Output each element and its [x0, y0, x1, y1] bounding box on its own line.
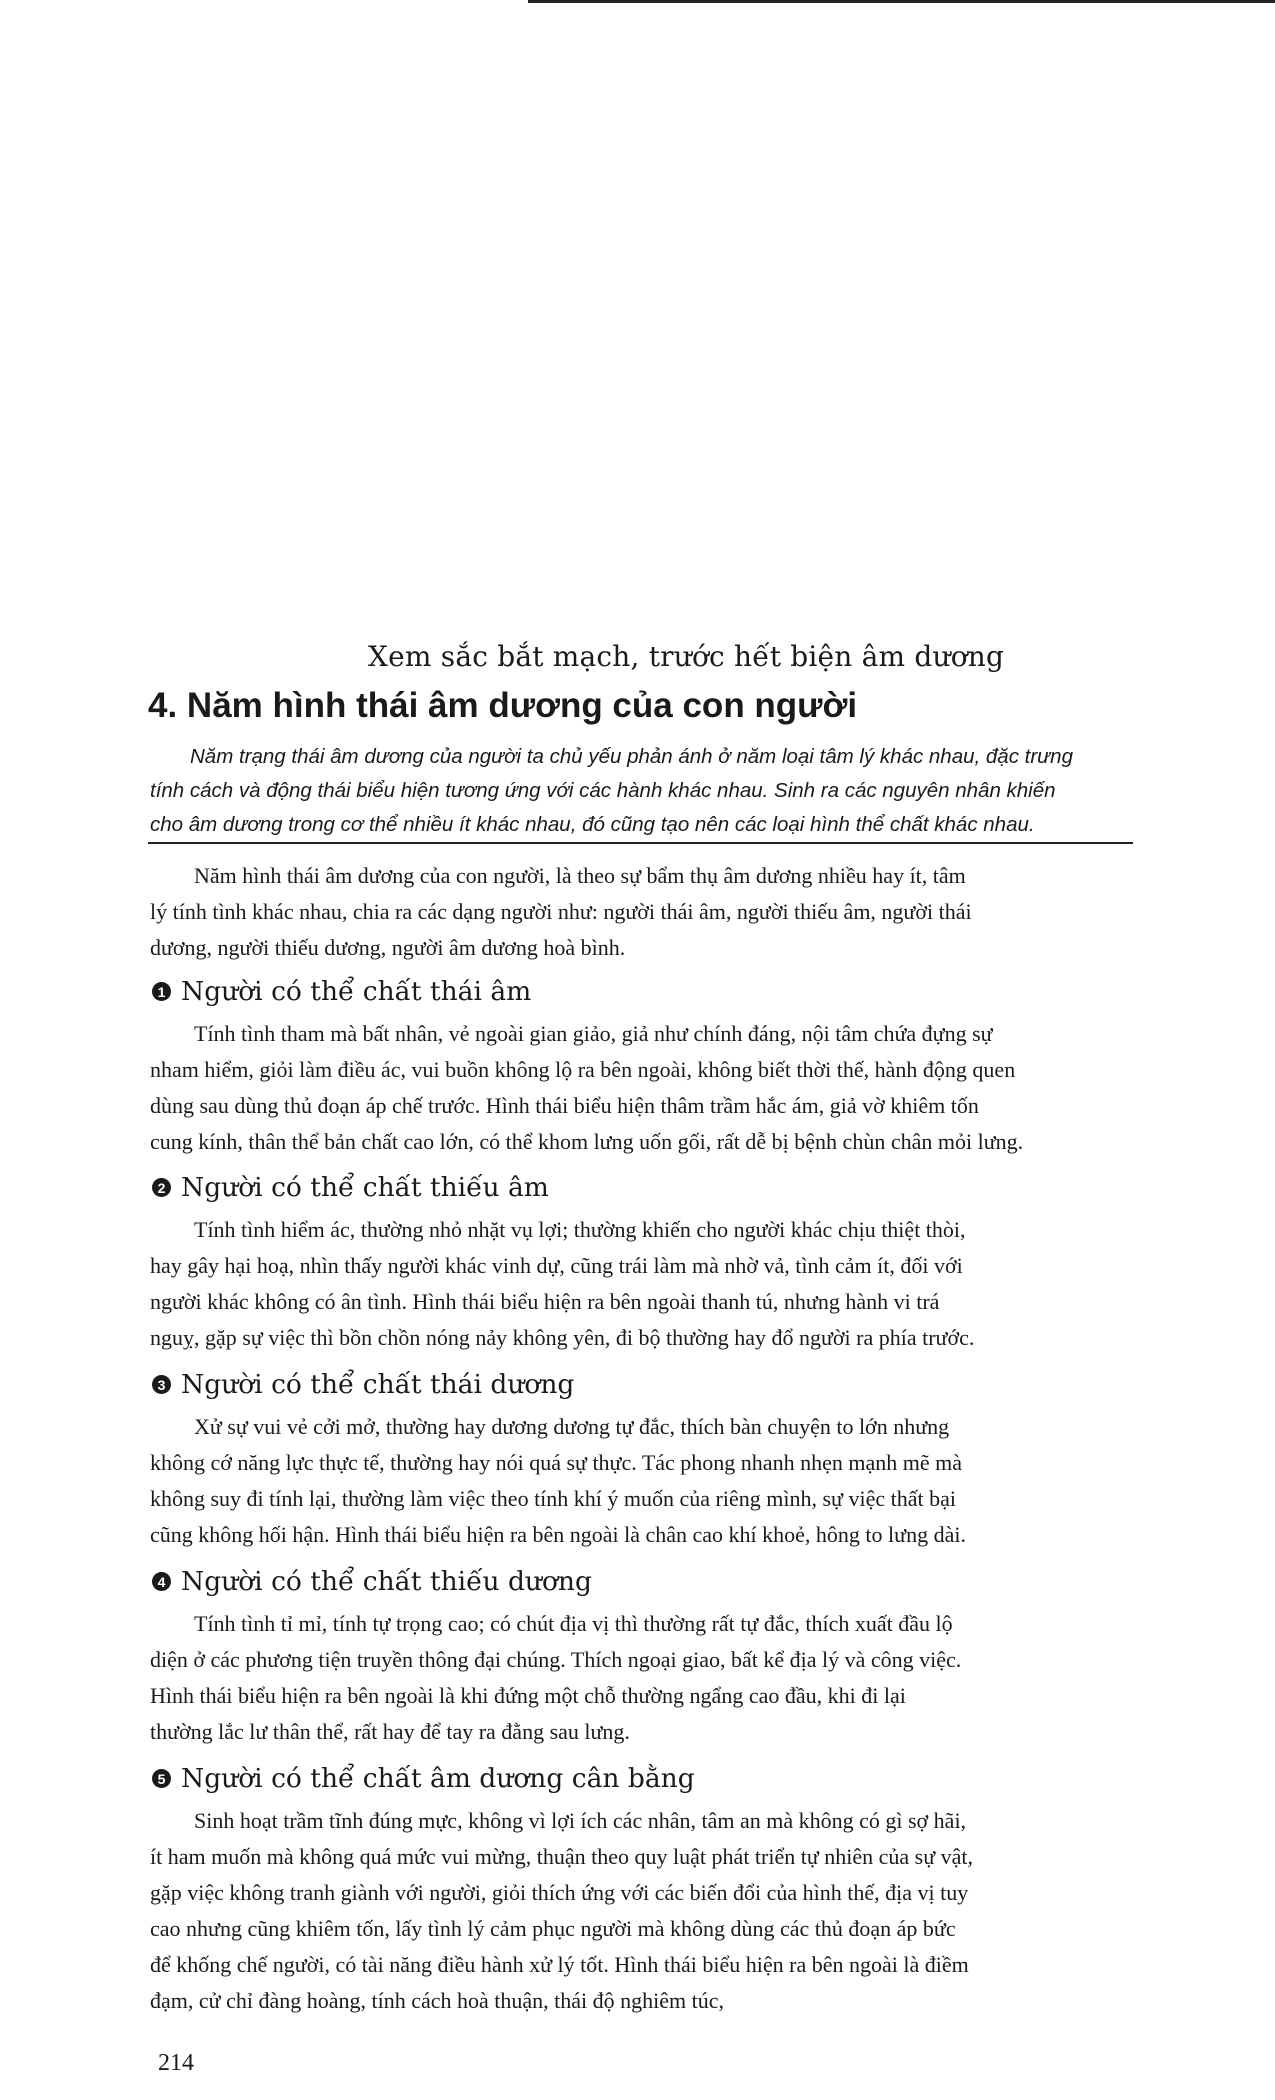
- page-number: 214: [158, 2050, 194, 2076]
- paragraph-line: Sinh hoạt trầm tĩnh đúng mực, không vì lợi ích các nhân, tâm an mà không có gì sợ hãi,: [194, 1808, 967, 1833]
- paragraph-line: nham hiểm, giỏi làm điều ác, vui buồn không lộ ra bên ngoài, không biết thời thế, hành động quen: [150, 1057, 1016, 1082]
- paragraph-line: Năm hình thái âm dương của con người, là theo sự bẩm thụ âm dương nhiều hay ít, tâm: [194, 863, 966, 888]
- paragraph-line: Xử sự vui vẻ cởi mở, thường hay dương dương tự đắc, thích bàn chuyện to lớn nhưng: [194, 1414, 950, 1439]
- type-heading-text: Người có thể chất âm dương cân bằng: [181, 1763, 695, 1794]
- abstract-line: tính cách và động thái biểu hiện tương ứng với các hành khác nhau. Sinh ra các nguyên nhân khiến: [150, 779, 1056, 802]
- running-head: Xem sắc bắt mạch, trước hết biện âm dương: [368, 640, 1005, 673]
- intro-paragraph: [150, 858, 1135, 966]
- paragraph-line: gặp việc không tranh giành với người, giỏi thích ứng với các biến đổi của hình thế, địa vị tuy: [150, 1880, 969, 1905]
- type-heading-1: [152, 976, 531, 1007]
- type-paragraph-4: [150, 1606, 1135, 1750]
- paragraph-line: Tính tình hiểm ác, thường nhỏ nhặt vụ lợi; thường khiến cho người khác chịu thiệt thòi,: [194, 1217, 966, 1242]
- abstract-underline: [148, 842, 1133, 844]
- paragraph-line: diện ở các phương tiện truyền thông đại chúng. Thích ngoại giao, bất kể địa lý và công việc.: [150, 1647, 962, 1672]
- type-heading-text: Người có thể chất thiếu âm: [181, 1172, 549, 1203]
- number-badge-icon: 4: [152, 1572, 171, 1591]
- section-abstract: [150, 740, 1133, 842]
- type-paragraph-1: [150, 1016, 1135, 1160]
- number-badge-icon: 5: [152, 1769, 171, 1788]
- paragraph-line: cũng không hối hận. Hình thái biểu hiện ra bên ngoài là chân cao khí khoẻ, hông to lưng dài.: [150, 1522, 966, 1547]
- type-paragraph-2: [150, 1212, 1135, 1356]
- section-title: 4. Năm hình thái âm dương của con người: [148, 686, 858, 725]
- type-heading-text: Người có thể chất thiếu dương: [181, 1566, 592, 1597]
- paragraph-line: Tính tình tỉ mỉ, tính tự trọng cao; có chút địa vị thì thường rất tự đắc, thích xuất đầu lộ: [194, 1611, 953, 1636]
- top-border-rule: [528, 0, 1275, 3]
- paragraph-line: Tính tình tham mà bất nhân, vẻ ngoài gian giảo, giả như chính đáng, nội tâm chứa đựng sự: [194, 1021, 993, 1046]
- type-heading-text: Người có thể chất thái dương: [181, 1369, 575, 1400]
- paragraph-line: để khống chế người, có tài năng điều hành xử lý tốt. Hình thái biểu hiện ra bên ngoài là điềm: [150, 1952, 969, 1977]
- type-paragraph-5: [150, 1803, 1135, 2019]
- paragraph-line: lý tính tình khác nhau, chia ra các dạng người như: người thái âm, người thiếu âm, người thái: [150, 899, 972, 924]
- paragraph-line: thường lắc lư thân thể, rất hay để tay ra đằng sau lưng.: [150, 1719, 630, 1744]
- paragraph-line: cao nhưng cũng khiêm tốn, lấy tình lý cảm phục người mà không dùng các thủ đoạn áp bức: [150, 1916, 956, 1941]
- paragraph-line: không suy đi tính lại, thường làm việc theo tính khí ý muốn của riêng mình, sự việc thất bại: [150, 1486, 956, 1511]
- number-badge-icon: 1: [152, 982, 171, 1001]
- type-heading-3: [152, 1369, 574, 1400]
- paragraph-line: người khác không có ân tình. Hình thái biểu hiện ra bên ngoài thanh tú, nhưng hành vi trá: [150, 1289, 940, 1314]
- abstract-line: cho âm dương trong cơ thể nhiều ít khác nhau, đó cũng tạo nên các loại hình thể chất khác nhau.: [150, 813, 1035, 836]
- paragraph-line: nguỵ, gặp sự việc thì bồn chồn nóng nảy không yên, đi bộ thường hay đổ người ra phía trước.: [150, 1325, 975, 1350]
- paragraph-line: Hình thái biểu hiện ra bên ngoài là khi đứng một chỗ thường ngẩng cao đầu, khi đi lại: [150, 1683, 906, 1708]
- number-badge-icon: 3: [152, 1375, 171, 1394]
- paragraph-line: dùng sau dùng thủ đoạn áp chế trước. Hình thái biểu hiện thâm trầm hắc ám, giả vờ khiêm tốn: [150, 1093, 979, 1118]
- type-heading-2: [152, 1172, 549, 1203]
- number-badge-icon: 2: [152, 1178, 171, 1197]
- type-heading-4: [152, 1566, 592, 1597]
- type-heading-5: [152, 1763, 695, 1794]
- paragraph-line: đạm, cử chỉ đàng hoàng, tính cách hoà thuận, thái độ nghiêm túc,: [150, 1988, 724, 2013]
- paragraph-line: hay gây hại hoạ, nhìn thấy người khác vinh dự, cũng trái làm mà nhờ vả, tình cảm ít, đối với: [150, 1253, 963, 1278]
- type-heading-text: Người có thể chất thái âm: [181, 976, 532, 1007]
- type-paragraph-3: [150, 1409, 1135, 1553]
- paragraph-line: ít ham muốn mà không quá mức vui mừng, thuận theo quy luật phát triển tự nhiên của sự vật,: [150, 1844, 974, 1869]
- paragraph-line: không cớ năng lực thực tế, thường hay nói quá sự thực. Tác phong nhanh nhẹn mạnh mẽ mà: [150, 1450, 962, 1475]
- paragraph-line: dương, người thiếu dương, người âm dương hoà bình.: [150, 935, 626, 960]
- abstract-line: Năm trạng thái âm dương của người ta chủ yếu phản ánh ở năm loại tâm lý khác nhau, đặc trưng: [190, 745, 1073, 768]
- paragraph-line: cung kính, thân thể bản chất cao lớn, có thể khom lưng uốn gối, rất dễ bị bệnh chùn chân mỏi lưng.: [150, 1129, 1024, 1154]
